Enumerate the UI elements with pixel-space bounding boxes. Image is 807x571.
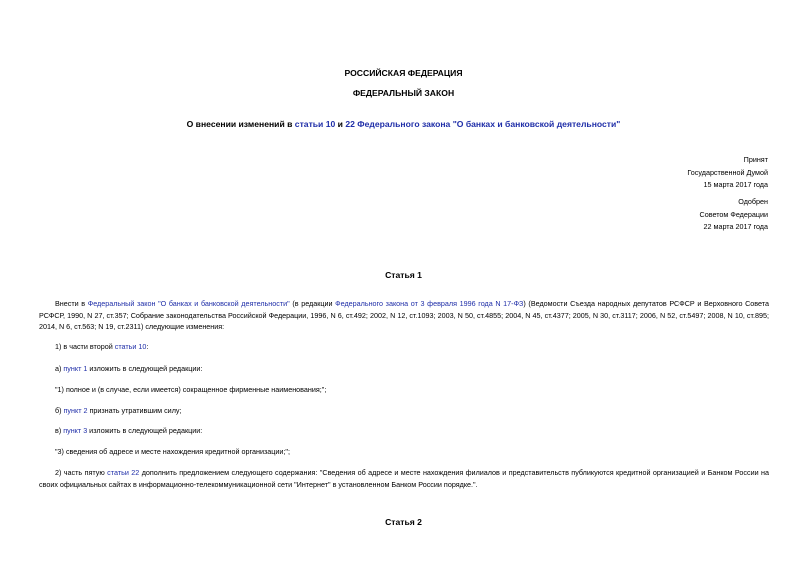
item1-text-b: : bbox=[146, 342, 149, 351]
link-article-22[interactable]: статьи 22 bbox=[107, 468, 140, 477]
quote-point-3: "3) сведения об адресе и месте нахождения кредитной организации;"; bbox=[55, 447, 290, 456]
accepted-line2: Государственной Думой bbox=[687, 167, 768, 177]
p1-text-c: ) (Ведомости Съезда народных депутатов РСФСР и Верховного Совета РСФСР, 1990, N 27, ст.357; Собрание законодательства Российской Федерации, 1996, N 6, ст.492; 2002, N 12, ст.1093; 2003, N 50, ст.4855; 2004, N 45, ст.4377; 2005, N 30, ст.3117; 2006, N 52, ст.5497; 2008, N 10, ст.895; 2014, N 6, ст.563; N 19, ст.2311) следующие изменения: bbox=[39, 299, 769, 331]
item-a-text-b: изложить в следующей редакции: bbox=[87, 364, 203, 373]
approved-line1: Одобрен bbox=[738, 197, 768, 206]
law-title bbox=[0, 119, 807, 130]
link-banking-law[interactable]: Федеральный закон "О банках и банковской деятельности" bbox=[87, 299, 290, 308]
country-heading: РОССИЙСКАЯ ФЕДЕРАЦИЯ bbox=[344, 68, 463, 78]
title-prefix: О внесении изменений в bbox=[186, 119, 295, 129]
approved-date: 22 марта 2017 года bbox=[703, 222, 768, 231]
article1-paragraph bbox=[39, 298, 769, 333]
item-v-text-b: изложить в следующей редакции: bbox=[87, 426, 203, 435]
accepted-line1: Принят bbox=[743, 155, 768, 164]
title-link-article-22[interactable]: 22 Федерального закона "О банках и банковской деятельности" bbox=[345, 119, 621, 129]
p1-text-b: (в редакции bbox=[289, 299, 336, 308]
article1-heading: Статья 1 bbox=[385, 270, 422, 280]
item2-text-a: 2) часть пятую bbox=[55, 468, 108, 477]
item-b bbox=[39, 405, 769, 417]
quote-point-1: "1) полное и (в случае, если имеется) сокращенное фирменные наименования;"; bbox=[55, 385, 327, 394]
item-v-text-a: в) bbox=[55, 426, 64, 435]
item-a-text-a: а) bbox=[55, 364, 64, 373]
item-v bbox=[39, 425, 769, 437]
link-point-1[interactable]: пункт 1 bbox=[63, 364, 88, 373]
accepted-date: 15 марта 2017 года bbox=[703, 180, 768, 189]
law-type-heading: ФЕДЕРАЛЬНЫЙ ЗАКОН bbox=[352, 88, 455, 98]
item-2 bbox=[39, 467, 769, 490]
adoption-approved bbox=[468, 196, 768, 234]
item-b-text-a: б) bbox=[55, 406, 64, 415]
article2-heading: Статья 2 bbox=[385, 517, 422, 527]
link-law-17-fz[interactable]: Федерального закона от 3 февраля 1996 года N 17-ФЗ bbox=[335, 299, 524, 308]
item-a bbox=[39, 363, 769, 375]
item1-text-a: 1) в части второй bbox=[55, 342, 115, 351]
approved-line2: Советом Федерации bbox=[699, 209, 768, 219]
title-link-article-10[interactable]: статьи 10 bbox=[294, 119, 336, 129]
title-mid: и bbox=[335, 119, 346, 129]
item2-text-b: дополнить предложением следующего содержания: "Сведения об адресе и месте нахождения филиалов и представительств публикуются кредитной организацией и Банком России на своих официальных сайтах в информационно-телекоммуникационной сети "Интернет" в установленном Банком России порядке.". bbox=[39, 468, 769, 489]
link-point-2[interactable]: пункт 2 bbox=[63, 406, 88, 415]
link-point-3[interactable]: пункт 3 bbox=[63, 426, 88, 435]
link-article-10[interactable]: статьи 10 bbox=[114, 342, 147, 351]
item-b-text-b: признать утратившим силу; bbox=[87, 406, 182, 415]
item-1 bbox=[39, 341, 769, 353]
p1-text-a: Внести в bbox=[55, 299, 88, 308]
adoption-accepted bbox=[468, 154, 768, 192]
